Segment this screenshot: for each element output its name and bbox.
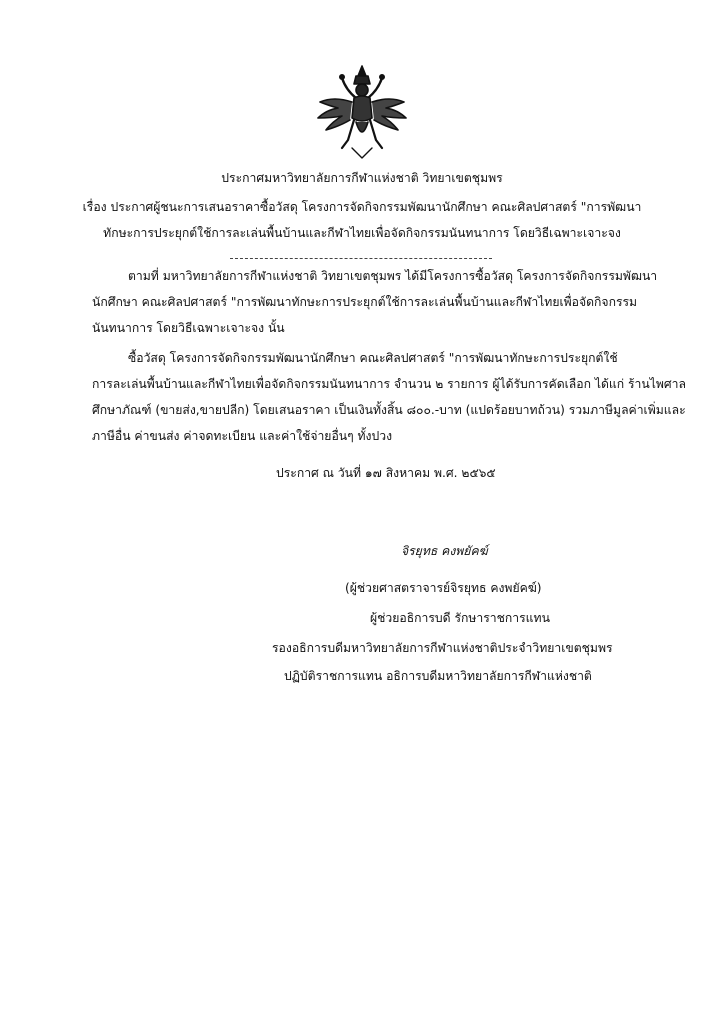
header-divider [230,258,492,259]
announcement-subject-line: เรื่อง ประกาศผู้ชนะการเสนอราคาซื้อวัสดุ โครงการจัดกิจกรรมพัฒนานักศึกษา คณะศิลปศาสตร์ "การพัฒนา [82,200,642,214]
body-paragraph-line: การละเล่นพื้นบ้านและกีฬาไทยเพื่อจัดกิจกรรมนันทนาการ จำนวน ๒ รายการ ผู้ได้รับการคัดเลือก ได้แก่ ร้านไพศาล [92,377,686,391]
announcement-subject-line: ทักษะการประยุกต์ใช้การละเล่นพื้นบ้านและกีฬาไทยเพื่อจัดกิจกรรมนันทนาการ โดยวิธีเฉพาะเจาะจง [103,226,621,240]
body-paragraph-line: ตามที่ มหาวิทยาลัยการกีฬาแห่งชาติ วิทยาเขตชุมพร ได้มีโครงการซื้อวัสดุ โครงการจัดกิจกรรมพัฒนา [128,269,658,283]
signatory-title: รองอธิการบดีมหาวิทยาลัยการกีฬาแห่งชาติประจำวิทยาเขตชุมพร [272,641,613,655]
signatory-title: ปฏิบัติราชการแทน อธิการบดีมหาวิทยาลัยการกีฬาแห่งชาติ [284,669,592,683]
body-paragraph-line: นันทนาการ โดยวิธีเฉพาะเจาะจง นั้น [92,321,285,335]
signatory-title: ผู้ช่วยอธิการบดี รักษาราชการแทน [370,611,550,625]
announcement-date: ประกาศ ณ วันที่ ๑๗ สิงหาคม พ.ศ. ๒๕๖๕ [276,466,496,480]
announcement-org-line: ประกาศมหาวิทยาลัยการกีฬาแห่งชาติ วิทยาเขตชุมพร [221,171,503,185]
body-paragraph-line: ซื้อวัสดุ โครงการจัดกิจกรรมพัฒนานักศึกษา คณะศิลปศาสตร์ "การพัฒนาทักษะการประยุกต์ใช้ [128,351,618,365]
signature: จิรยุทธ คงพยัคฆ์ [401,544,488,558]
body-paragraph-line: นักศึกษา คณะศิลปศาสตร์ "การพัฒนาทักษะการประยุกต์ใช้การละเล่นพื้นบ้านและกีฬาไทยเพื่อจัดกิจกรรม [92,295,638,309]
body-paragraph-line: ภาษีอื่น ค่าขนส่ง ค่าจดทะเบียน และค่าใช้จ่ายอื่นๆ ทั้งปวง [92,429,393,443]
body-paragraph-line: ศึกษาภัณฑ์ (ขายส่ง,ขายปลีก) โดยเสนอราคา เป็นเงินทั้งสิ้น ๘๐๐.-บาท (แปดร้อยบาทถ้วน) รวมภาษีมูลค่าเพิ่มและ [92,403,686,417]
signatory-full-name: (ผู้ช่วยศาสตราจารย์จิรยุทธ คงพยัคฆ์) [345,581,542,595]
garuda-emblem-icon [312,62,412,162]
